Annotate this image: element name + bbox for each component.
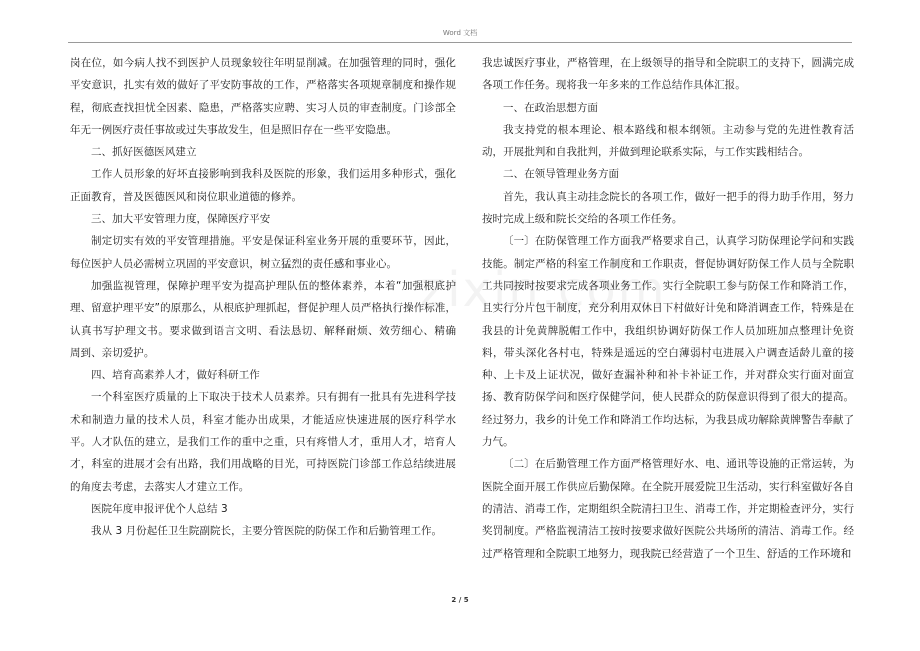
section-heading: 二、抓好医德医风建立 <box>91 146 197 159</box>
section-heading: 二、在领导管理业务方面 <box>503 168 620 181</box>
body-paragraph: 岗在位，如今病人找不到医护人员现象较往年明显削减。在加强管理的同时，强化平安意识，扎实有效的做好了平安防事故的工作，严格落实各项规章制度和操作规程，彻底查找担忧全因素、隐患，严格落实应聘、实习人员的审查制度。门诊部全年无一例医疗责任事故或过失事故发生，但是照旧存在一些平安隐患。 <box>70 57 456 136</box>
body-paragraph: 加强监视管理，保障护理平安为提高护理队伍的整体素养，本着“加强根底护理、留意护理平安”的原那么，从根底护理抓起，督促护理人员严格执行操作标准，认真书写护理文书。要求做到语言文明、看法恳切、解释耐烦、效劳细心、精确 周到、亲切爱护。 <box>70 279 478 359</box>
body-paragraph: 〔二〕在后勤管理工作方面严格管理好水、电、通讯等设施的正常运转，为医院全面开展工作供应后勤保障。在全院开展爱院卫生活动，实行科室做好各自的清洁、消毒工作，定期组织全院清扫卫生、消毒工作，并定期检查评分，实行奖罚制度。严格监视清洁工按时按要求做好医院公共场所的清洁、消毒工作。经过严格管理和全院职工地努力，现我院已经营造了一个卫生、舒适的工作环境和 <box>482 458 854 560</box>
section-heading: 三、加大平安管理力度，保障医疗平安 <box>91 213 271 226</box>
body-paragraph: 制定切实有效的平安管理措施。平安是保证科室业务开展的重要环节，因此，每位医护人员必需树立巩固的平安意识，树立猛烈的责任感和事业心。 <box>70 235 456 270</box>
body-paragraph: 一个科室医疗质量的上下取决于技术人员素养。只有拥有一批具有先进科学技术和制造力量的技术人员，科室才能办出成果，才能适应快速进展的医疗科学水平。人才队伍的建立，是我们工作的重中之重，只有疼惜人才，重用人才，培育人才，科室的进展才会有出路，我们用战略的目光，可持医院门诊部工作总结续进展的角度去考虑，去落实人才建立工作。 <box>70 391 456 493</box>
body-paragraph: 我忠诚医疗事业，严格管理，在上级领导的指导和全院职工的支持下，圆满完成各项工作任务。现将我一年多来的工作总结作具体汇报。 <box>482 57 854 92</box>
body-paragraph: 我从 3 月份起任卫生院副院长，主要分管医院的防保工作和后勤管理工作。 <box>91 525 443 538</box>
body-paragraph: 工作人员形象的好坏直接影响到我科及医院的形象，我们运用多种形式，强化正面教育，普及医德医风和岗位职业道德的修养。 <box>70 168 456 203</box>
body-paragraph: 〔一〕在防保管理工作方面我严格要求自己，认真学习防保理论学问和实践技能。制定严格的科室工作制度和工作职责，督促协调好防保工作人员与全院职工共同按时按要求完成各项业务工作。实行全院职工参与防保工作和降消工作，且实行分片包干制度，充分利用双休日下村做好计免和降消调查工作，特殊是在我县的计免黄牌脱帽工作中，我组织协调好防保工作人员加班加点整理计免资料，带头深化各村屯，特殊是遥远的空白薄弱村屯进展入户调查适龄儿童的接种、上卡及上证状况，做好查漏补种和补卡补证工作，并对群众实行面对面宣扬、教育防保学问和医疗保健学问，使人民群众的防保意识得到了很大的提高。经过努力，我乡的计免工作和降消工作均达标，为我县成功解除黄牌警告奉献了力气。 <box>482 235 854 449</box>
body-paragraph: 我支持党的根本理论、根本路线和根本纲领。主动参与党的先进性教育活动，开展批判和自我批判，并做到理论联系实际，与工作实践相结合。 <box>482 123 854 159</box>
left-column <box>70 52 478 543</box>
right-column <box>482 52 854 565</box>
body-paragraph: 首先，我认真主动挂念院长的各项工作，做好一把手的得力助手作用，努力按时完成上级和院长交给的各项工作任务。 <box>482 190 854 226</box>
section-heading: 医院年度申报评优个人总结 3 <box>91 502 228 515</box>
document-header: Word 文档 <box>442 29 478 37</box>
page-number: 2 / 5 <box>451 596 469 604</box>
section-heading: 四、培育高素养人才，做好科研工作 <box>91 369 260 382</box>
section-heading: 一、在政治思想方面 <box>503 101 598 114</box>
header-divider <box>68 42 852 43</box>
